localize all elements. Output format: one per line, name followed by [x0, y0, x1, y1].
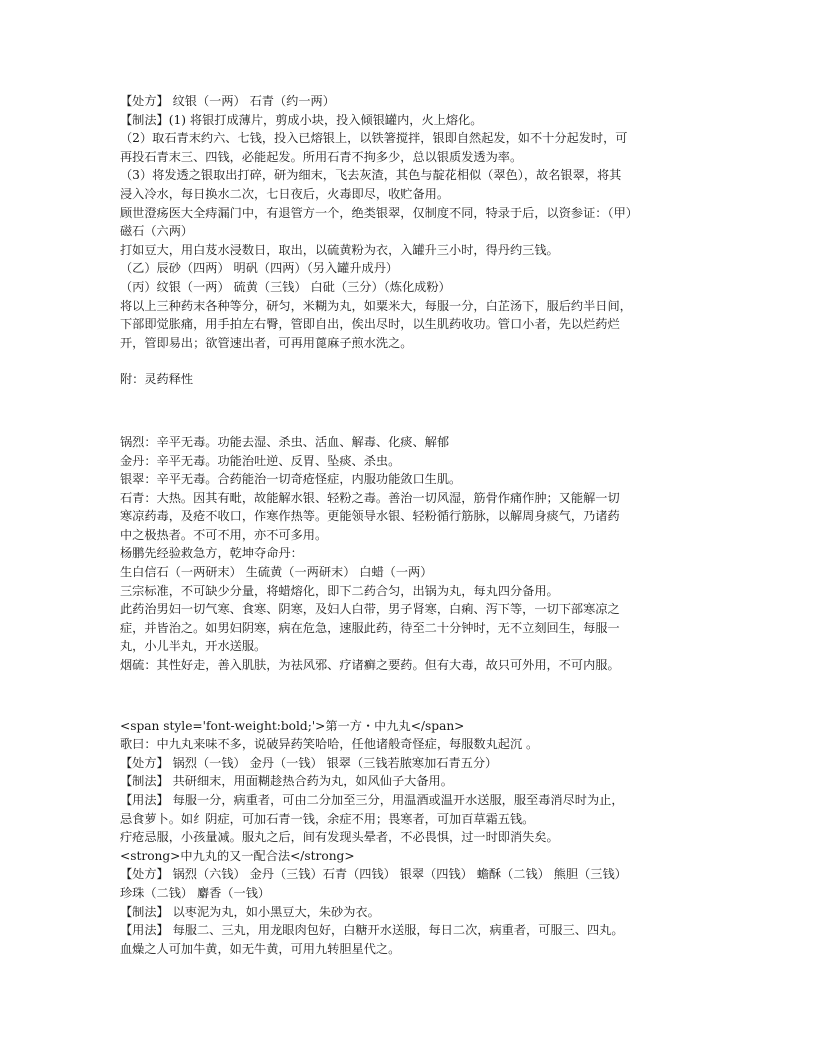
text-line: 【用法】 每服一分，病重者，可由二分加至三分，用温酒或温开水送服，服至毒消尽时为止，	[120, 793, 624, 807]
text-line: 石青：大热。因其有毗，故能解水银、轻粉之毒。善治一切风湿，筋骨作痛作肿；又能解一切	[120, 490, 620, 505]
text-line: 血燥之人可加牛黄，如无牛黄，可用九转胆星代之。	[120, 941, 401, 956]
section-medicine-properties	[120, 433, 700, 675]
text-line: 【制法】 共研细末，用面糊趁热合药为丸，如风仙子大备用。	[120, 774, 453, 789]
section-yincui-preparation	[120, 92, 700, 352]
text-line: 此药治男妇一切气寒、食寒、阴寒，及妇人白带，男子肾寒，白痢、泻下等，一切下部寒凉之	[120, 602, 620, 617]
appendix-title: 附：灵药释性	[120, 372, 194, 387]
text-line: 【制法】 以枣泥为丸，如小黑豆大，朱砂为衣。	[120, 904, 380, 919]
text-line: 疔疮忌服，小孩量减。服丸之后，间有发现头晕者，不必畏惧，过一时即消失矣。	[120, 830, 559, 845]
text-line: （丙）纹银（一两） 硫黄（三钱） 白砒（三分）（炼化成粉）	[120, 279, 451, 294]
text-line: （2）取石青末约六、七钱，投入已熔银上，以铁箸搅拌，银即自然起发，如不十分起发时，可	[120, 131, 628, 146]
text-line: 【制法】(1) 将银打成薄片，剪成小块，投入倾银罐内，火上熔化。	[120, 112, 483, 127]
text-line: 锅烈：辛平无毒。功能去湿、杀虫、活血、解毒、化痰、解郁	[120, 434, 450, 449]
text-line: 金丹：辛平无毒。功能治吐逆、反胃、坠痰、杀虫。	[120, 453, 401, 468]
text-line: 生白信石（一两研末） 生硫黄（一两研末） 白蜡（一两）	[120, 565, 433, 580]
text-line: 银翠：辛平无毒。合药能治一切奇疮怪症，内服功能敛口生肌。	[120, 472, 462, 487]
text-line: 珍珠（二钱） 麝香（一钱）	[120, 885, 271, 900]
text-line: 杨鹏先经验救急方，乾坤夺命丹：	[120, 546, 303, 561]
text-line: 浸入冷水，每日换水二次，七日夜后，火毒即尽，收贮备用。	[120, 186, 450, 201]
text-line: 【用法】 每服二、三丸，用龙眼肉包好，白糖开水送服，每日二次，病重者，可服三、四丸。	[120, 923, 624, 938]
text-line: 【处方】 锅烈（六钱） 金丹（三钱）石青（四钱） 银翠（四钱） 蟾酥（二钱） 熊胆（三钱）	[120, 867, 627, 882]
text-line: 打如豆大，用白芨水浸数日，取出，以硫黄粉为衣，入罐升三小时，得丹约三钱。	[120, 242, 559, 257]
text-line: 歌曰：中九丸来味不多，说破异药笑哈哈，任他诸般奇怪症，每服数丸起沉 。	[120, 737, 539, 752]
text-line: 三宗标准，不可缺少分量，将蜡熔化，即下二药合匀，出锅为丸，每丸四分备用。	[120, 583, 559, 598]
text-line: （乙）辰砂（四两） 明矾（四两）（另入罐升成丹）	[120, 261, 399, 276]
text-line: 再投石青末三、四钱，必能起发。所用石青不拘多少，总以银质发透为率。	[120, 149, 523, 164]
text-line: <strong>中九丸的又一配合法</strong>	[120, 848, 355, 863]
text-line: 将以上三种药末各种等分，研匀，米糊为丸，如粟米大，每服一分，白芷汤下，服后约半日间，	[120, 298, 632, 313]
text-line: 开，管即易出；欲管速出者，可再用蓖麻子煎水洗之。	[120, 335, 413, 350]
text-line: 症，并皆治之。如男妇阴寒，病在危急，速服此药，待至二十分钟时，无不立刻回生，每服一	[120, 620, 620, 635]
text-line: 下部即觉胀痛，用手拍左右臀，管即自出，俟出尽时，以生肌药收功。管口小者，先以烂药烂	[120, 317, 620, 332]
document-body	[120, 92, 700, 958]
text-line: 丸，小儿半丸，开水送服。	[120, 639, 267, 654]
text-line: 忌食萝卜。如纟阴症，可加石青一钱，余症不用；畏寒者，可加百草霜五钱。	[120, 811, 535, 826]
text-line: 烟硫：其性好走，善入肌肤，为祛风邪、疗诸癣之要药。但有大毒，故只可外用，不可内服。	[120, 658, 620, 673]
section-zhongjiu-pill	[120, 717, 700, 959]
text-line: 中之极热者。不可不用，亦不可多用。	[120, 527, 328, 542]
text-line: <span style='font-weight:bold;'>第一方・中九丸</span>	[120, 718, 465, 733]
text-line: （3）将发透之银取出打碎，研为细末，飞去灰渣，其色与靛花相似（翠色），故名银翠，将其	[120, 168, 622, 183]
text-line: 磁石（六两）	[120, 224, 194, 239]
text-line: 寒凉药毒，及疮不收口，作寒作热等。更能领导水银、轻粉循行筋脉，以解周身痰气，乃诸药	[120, 509, 620, 524]
text-line: 顾世澄疡医大全痔漏门中，有退管方一个，绝类银翠，仅制度不同，特录于后，以资参证：（甲）	[120, 205, 638, 220]
text-line: 【处方】 锅烈（一钱） 金丹（一钱） 银翠（三钱若脓寒加石青五分）	[120, 755, 498, 770]
text-line: 【处方】 纹银（一两） 石青（约一两）	[120, 94, 335, 108]
